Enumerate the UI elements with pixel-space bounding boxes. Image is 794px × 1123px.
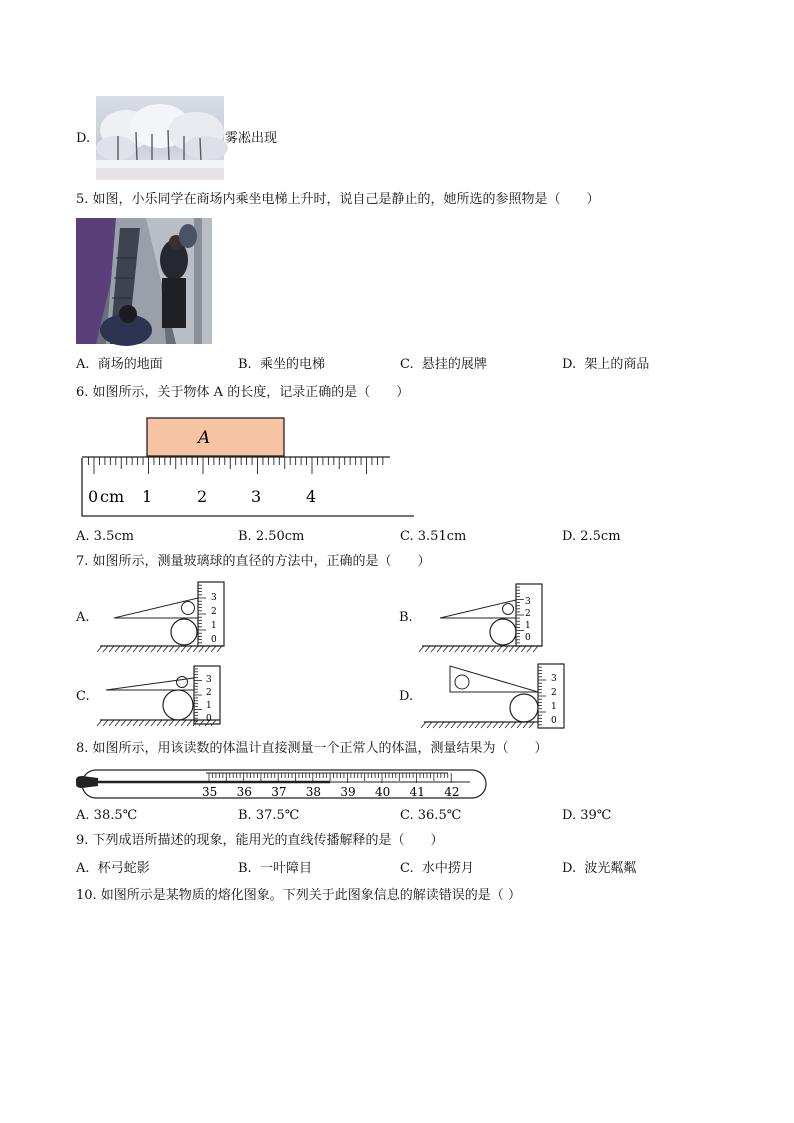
q9-option-d[interactable]: D. 波光粼粼 <box>562 861 637 876</box>
thermometer-numbers <box>202 785 459 799</box>
svg-text:3: 3 <box>206 675 212 685</box>
q7-figure-a <box>98 580 230 652</box>
q8-option-b[interactable]: B. 37.5℃ <box>238 808 300 823</box>
rime-photo <box>96 96 224 180</box>
svg-text:3: 3 <box>551 674 557 684</box>
thermometer-number: 38 <box>305 785 322 799</box>
q10-stem: 10. 如图所示是某物质的熔化图象。下列关于此图象信息的解读错误的是（ ） <box>76 888 521 903</box>
ruler-number-4: 4 <box>306 487 317 506</box>
svg-text:3: 3 <box>211 593 217 603</box>
object-a-block <box>147 418 284 456</box>
ruler-body <box>82 458 414 516</box>
q5-stem: 5. 如图，小乐同学在商场内乘坐电梯上升时，说自己是静止的，她所选的参照物是（ ） <box>76 192 600 207</box>
thermometer-number: 37 <box>271 785 287 799</box>
svg-text:3: 3 <box>525 597 531 607</box>
ruler-number-3: 3 <box>251 487 262 506</box>
q6-option-a[interactable]: A. 3.5cm <box>76 529 134 544</box>
q7-figure-d <box>422 662 570 730</box>
svg-text:1: 1 <box>551 702 557 712</box>
svg-text:1: 1 <box>525 621 531 631</box>
thermometer-number: 36 <box>236 785 252 799</box>
q9-option-b[interactable]: B. 一叶障目 <box>238 861 312 876</box>
q7-stem: 7. 如图所示，测量玻璃球的直径的方法中，正确的是（ ） <box>76 554 431 569</box>
thermometer-number: 41 <box>409 785 425 799</box>
svg-text:1: 1 <box>211 621 217 631</box>
q7-figure-c <box>98 664 224 730</box>
q8-option-c[interactable]: C. 36.5℃ <box>400 808 462 823</box>
svg-text:2: 2 <box>551 688 557 698</box>
svg-text:1: 1 <box>206 701 212 711</box>
q4-option-d-caption: 雾凇出现 <box>225 131 278 146</box>
q7-option-a-label[interactable]: A. <box>76 610 90 625</box>
q9-option-c[interactable]: C. 水中捞月 <box>400 861 474 876</box>
svg-text:0: 0 <box>206 714 212 724</box>
thermometer-number: 42 <box>444 785 460 799</box>
svg-text:2: 2 <box>206 688 212 698</box>
q5-option-b[interactable]: B. 乘坐的电梯 <box>238 357 325 372</box>
q7-option-d-label[interactable]: D. <box>399 689 414 704</box>
svg-text:0: 0 <box>211 635 217 645</box>
thermometer-number: 35 <box>202 785 218 799</box>
q8-stem: 8. 如图所示，用该读数的体温计直接测量一个正常人的体温，测量结果为（ ） <box>76 741 548 756</box>
q9-stem: 9. 下列成语所描述的现象，能用光的直线传播解释的是（ ） <box>76 833 444 848</box>
q6-option-c[interactable]: C. 3.51cm <box>400 529 467 544</box>
ruler-number-1: 1 <box>142 487 153 506</box>
q7-option-c-label[interactable]: C. <box>76 689 90 704</box>
thermometer-number: 40 <box>375 785 391 799</box>
thermometer-figure <box>76 768 490 802</box>
q6-option-d[interactable]: D. 2.5cm <box>562 529 621 544</box>
ruler-unit: cm <box>100 487 125 506</box>
q7-option-b-label[interactable]: B. <box>399 610 413 625</box>
ruler-number-2: 2 <box>197 487 208 506</box>
escalator-photo <box>76 218 212 344</box>
q8-option-a[interactable]: A. 38.5℃ <box>76 808 138 823</box>
q9-option-a[interactable]: A. 杯弓蛇影 <box>76 861 150 876</box>
ruler-figure <box>78 414 420 518</box>
thermometer-number: 39 <box>340 785 356 799</box>
svg-text:0: 0 <box>551 716 557 726</box>
svg-text:2: 2 <box>525 609 531 619</box>
q6-stem: 6. 如图所示，关于物体 A 的长度，记录正确的是（ ） <box>76 385 410 400</box>
q7-figure-b <box>420 582 548 652</box>
svg-text:0: 0 <box>525 633 531 643</box>
q5-option-a[interactable]: A. 商场的地面 <box>76 357 163 372</box>
thermometer-bulb <box>76 776 98 788</box>
ruler-number-0: 0 <box>88 487 99 506</box>
object-a-label: A <box>198 428 211 448</box>
q8-option-d[interactable]: D. 39℃ <box>562 808 612 823</box>
q5-option-d[interactable]: D. 架上的商品 <box>562 357 650 372</box>
q5-option-c[interactable]: C. 悬挂的展牌 <box>400 357 487 372</box>
q6-option-b[interactable]: B. 2.50cm <box>238 529 305 544</box>
svg-text:2: 2 <box>211 607 217 617</box>
ruler-ticks <box>89 457 383 474</box>
q4-option-d-label: D. <box>76 131 91 146</box>
